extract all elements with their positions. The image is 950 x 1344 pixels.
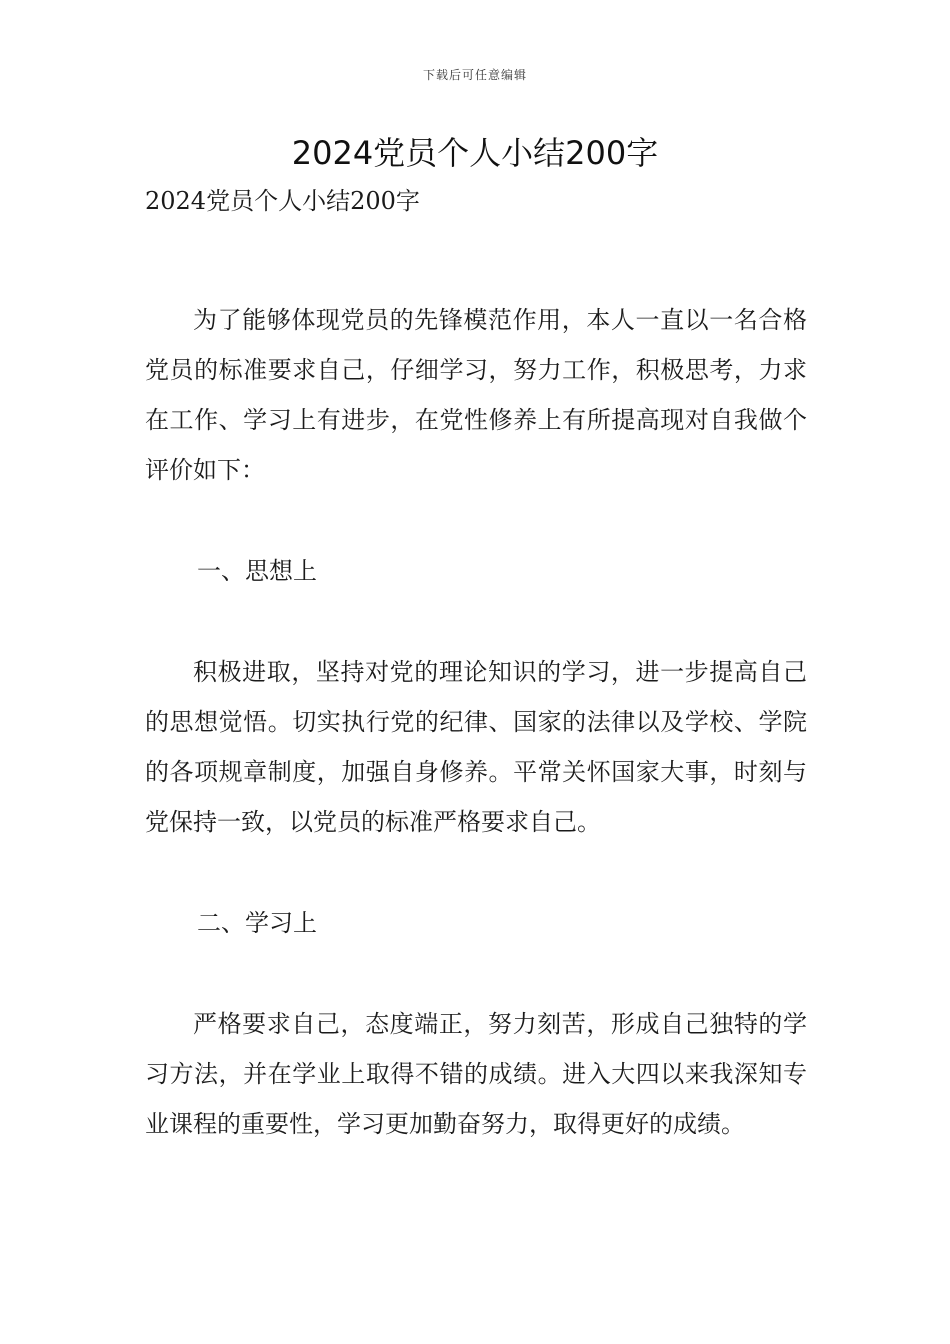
section-heading-thought: 一、思想上: [197, 557, 317, 585]
document-subtitle: 2024党员个人小结200字: [145, 187, 420, 215]
section-heading-study: 二、学习上: [197, 909, 317, 937]
section-body-thought: 积极进取，坚持对党的理论知识的学习，进一步提高自己的思想觉悟。切实执行党的纪律、国家的法律以及学校、学院的各项规章制度，加强自身修养。平常关怀国家大事，时刻与党保持一致，以党员的标准严格要求自己。: [145, 658, 807, 836]
document-title: 2024党员个人小结200字: [291, 134, 659, 172]
intro-paragraph: 为了能够体现党员的先锋模范作用，本人一直以一名合格党员的标准要求自己，仔细学习，努力工作，积极思考，力求在工作、学习上有进步，在党性修养上有所提高现对自我做个评价如下：: [145, 306, 807, 484]
paragraph-gap: [145, 596, 807, 647]
paragraph-gap: [145, 847, 807, 898]
section-body-study: 严格要求自己，态度端正，努力刻苦，形成自己独特的学习方法，并在学业上取得不错的成绩。进入大四以来我深知专业课程的重要性，学习更加勤奋努力，取得更好的成绩。: [145, 1010, 807, 1138]
paragraph-gap: [145, 495, 807, 546]
document-body: [145, 181, 807, 1149]
paragraph-gap: [145, 948, 807, 999]
header-note: 下载后可任意编辑: [422, 68, 527, 82]
